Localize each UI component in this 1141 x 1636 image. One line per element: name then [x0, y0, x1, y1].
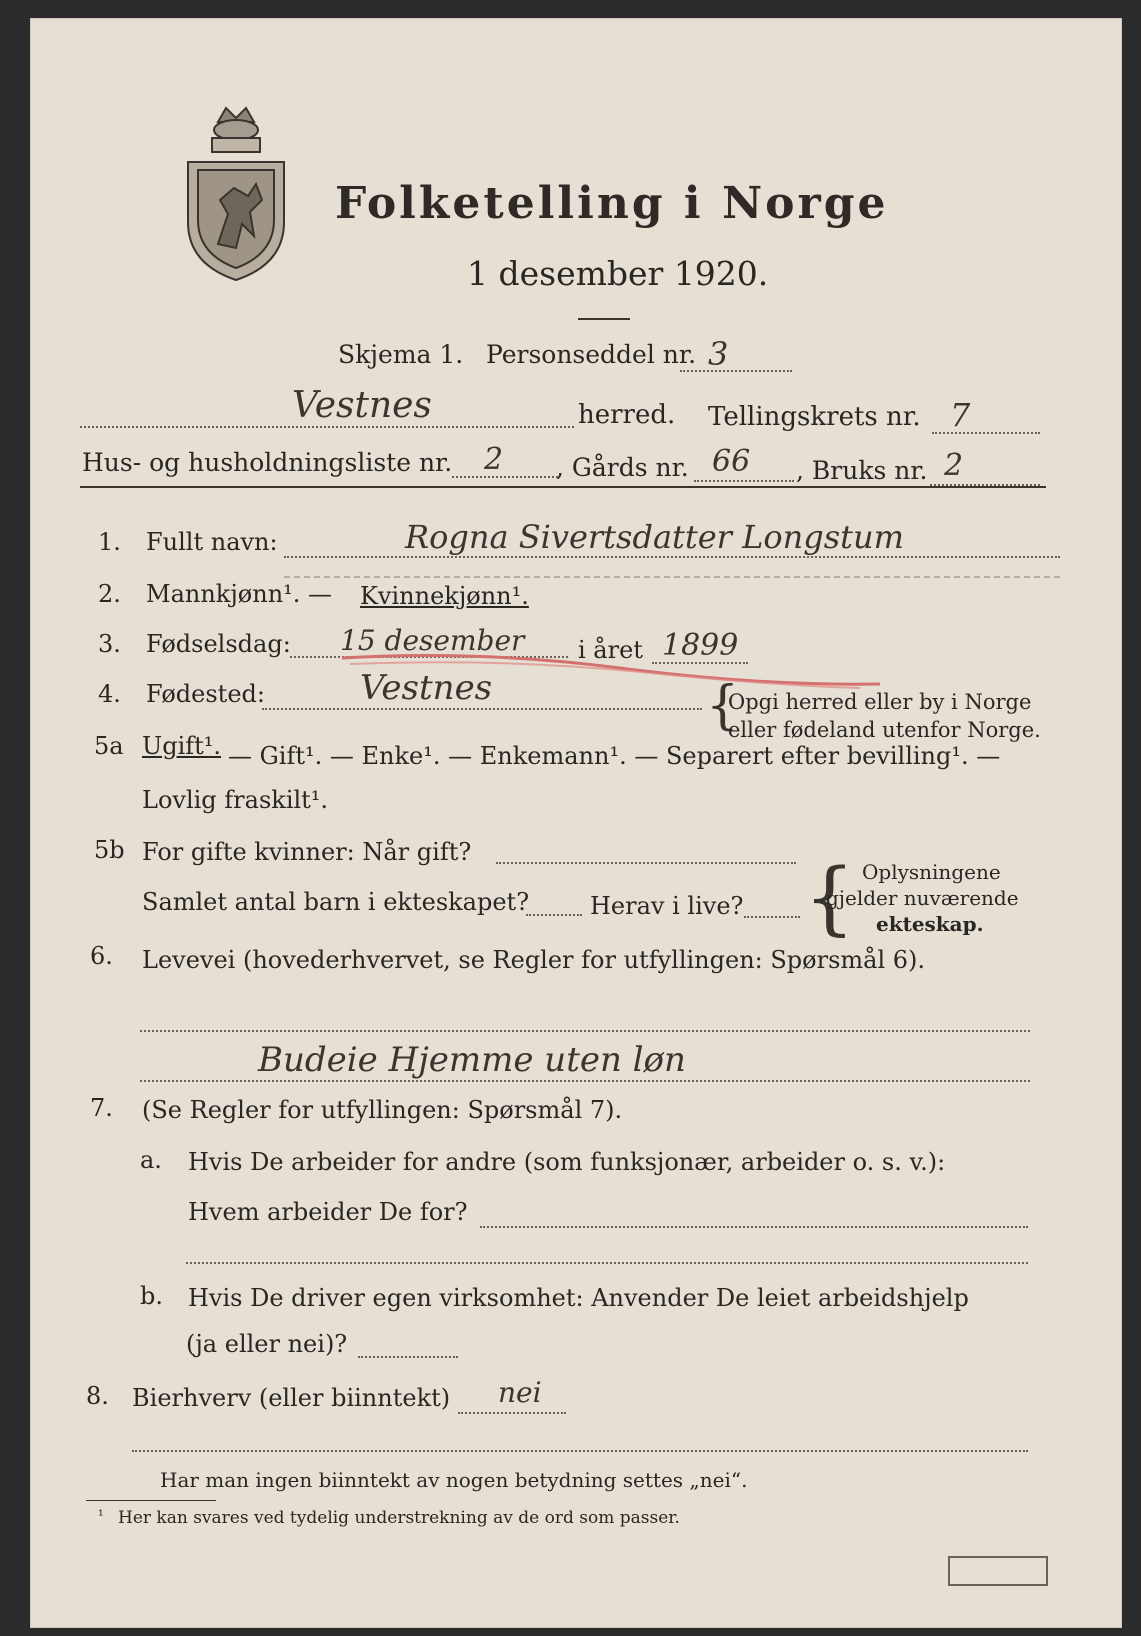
q6-line-2 — [140, 1080, 1030, 1082]
q6-label: Levevei (hovederhvervet, se Regler for utfyllingen: Spørsmål 6). — [142, 946, 926, 974]
q6-value[interactable]: Budeie Hjemme uten løn — [258, 1040, 686, 1080]
tellingskrets-value[interactable]: 7 — [950, 396, 971, 434]
q1-line — [284, 556, 1060, 558]
husholdningsliste-line — [452, 476, 558, 478]
q4-value[interactable]: Vestnes — [360, 668, 493, 708]
q4-note-line1: Opgi herred eller by i Norge — [728, 690, 1032, 714]
q5b-alive-line — [744, 916, 800, 918]
form-title: Folketelling i Norge — [335, 178, 889, 229]
husholdningsliste-label: Hus- og husholdningsliste nr. — [82, 448, 453, 477]
bruks-label: , Bruks nr. — [796, 456, 928, 485]
title-divider — [578, 318, 630, 320]
q1-line-2 — [284, 576, 1060, 578]
q5b-number: 5b — [94, 836, 125, 864]
footnote-text: Her kan svares ved tydelig understrekning av de ord som passer. — [118, 1508, 680, 1528]
q8-number: 8. — [86, 1382, 109, 1410]
footnote-mark: ¹ — [98, 1508, 104, 1524]
q7b-line1: Hvis De driver egen virksomhet: Anvender De leiet arbeidshjelp — [188, 1284, 969, 1312]
herred-label: herred. — [578, 400, 676, 430]
q3-year-value[interactable]: 1899 — [662, 628, 739, 663]
q5b-married-line — [496, 862, 796, 864]
q1-label: Fullt navn: — [146, 528, 278, 556]
q7a-line2: Hvem arbeider De for? — [188, 1198, 468, 1226]
gards-line — [694, 480, 794, 482]
q2-male-option[interactable]: Mannkjønn¹. — — [146, 580, 333, 608]
personseddel-value[interactable]: 3 — [708, 335, 729, 373]
printer-stamp — [948, 1556, 1048, 1586]
q5b-children-line — [526, 914, 582, 916]
tellingskrets-label: Tellingskrets nr. — [708, 402, 921, 432]
q8-line — [458, 1412, 566, 1414]
q4-brace: { — [706, 676, 740, 736]
q7-number: 7. — [90, 1094, 113, 1122]
q1-value[interactable]: Rogna Sivertsdatter Longstum — [405, 518, 904, 556]
q5b-children-question: Samlet antal barn i ekteskapet? — [142, 888, 530, 916]
q2-female-option[interactable]: Kvinnekjønn¹. — [360, 582, 529, 610]
husholdningsliste-value[interactable]: 2 — [484, 442, 504, 477]
q3-year-label: i året — [578, 636, 643, 664]
q3-label: Fødselsdag: — [146, 630, 291, 658]
q7-label: (Se Regler for utfyllingen: Spørsmål 7). — [142, 1096, 623, 1124]
bruks-value[interactable]: 2 — [944, 448, 964, 483]
norwegian-coat-of-arms-icon — [178, 104, 294, 284]
q4-label: Fødested: — [146, 680, 265, 708]
q5a-lovlig-fraskilt-option[interactable]: Lovlig fraskilt¹. — [142, 786, 329, 814]
q5b-brace: { — [804, 851, 855, 944]
q7a-letter: a. — [140, 1146, 162, 1174]
gards-label: , Gårds nr. — [556, 453, 689, 482]
personseddel-label: Personseddel nr. — [486, 340, 697, 369]
q4-number: 4. — [98, 680, 121, 708]
q3-value[interactable]: 15 desember — [340, 624, 525, 657]
q5b-note-line2: gjelder nuværende — [826, 886, 1019, 910]
q7b-letter: b. — [140, 1282, 163, 1310]
footer-rule — [86, 1500, 216, 1501]
header-rule — [80, 486, 1046, 488]
q1-number: 1. — [98, 528, 121, 556]
tellingskrets-line — [932, 432, 1040, 434]
q4-line — [262, 708, 702, 710]
q8-value[interactable]: nei — [498, 1376, 542, 1409]
q5a-other-options[interactable]: — Gift¹. — Enke¹. — Enkemann¹. — Separert efter bevilling¹. — — [228, 742, 1001, 770]
q5a-number: 5a — [94, 732, 124, 760]
census-date: 1 desember 1920. — [467, 254, 769, 293]
q5b-alive-question: Herav i live? — [590, 892, 744, 920]
q8-line-2 — [132, 1450, 1028, 1452]
q2-number: 2. — [98, 580, 121, 608]
q6-number: 6. — [90, 942, 113, 970]
q6-line-1 — [140, 1030, 1030, 1032]
q7a-answer-line-1 — [480, 1226, 1028, 1228]
q5a-ugift-option[interactable]: Ugift¹. — [142, 732, 222, 760]
q8-label: Bierhverv (eller biinntekt) — [132, 1384, 451, 1412]
gards-value[interactable]: 66 — [712, 444, 751, 479]
q3-number: 3. — [98, 630, 121, 658]
herred-line — [80, 426, 574, 428]
footer-note: Har man ingen biinntekt av nogen betydning settes „nei“. — [160, 1468, 748, 1492]
q7b-answer-line — [358, 1356, 458, 1358]
q5b-married-question: For gifte kvinner: Når gift? — [142, 838, 472, 866]
q4-note-line2: eller fødeland utenfor Norge. — [728, 718, 1041, 742]
schema-label: Skjema 1. — [338, 340, 464, 369]
q7a-answer-line-2 — [186, 1262, 1028, 1264]
q5b-note-line1: Oplysningene — [862, 860, 1001, 884]
q7b-line2: (ja eller nei)? — [186, 1330, 348, 1358]
q7a-line1: Hvis De arbeider for andre (som funksjonær, arbeider o. s. v.): — [188, 1148, 946, 1176]
q5b-note-line3: ekteskap. — [876, 912, 984, 936]
herred-value[interactable]: Vestnes — [292, 385, 432, 426]
personseddel-line — [680, 370, 792, 372]
